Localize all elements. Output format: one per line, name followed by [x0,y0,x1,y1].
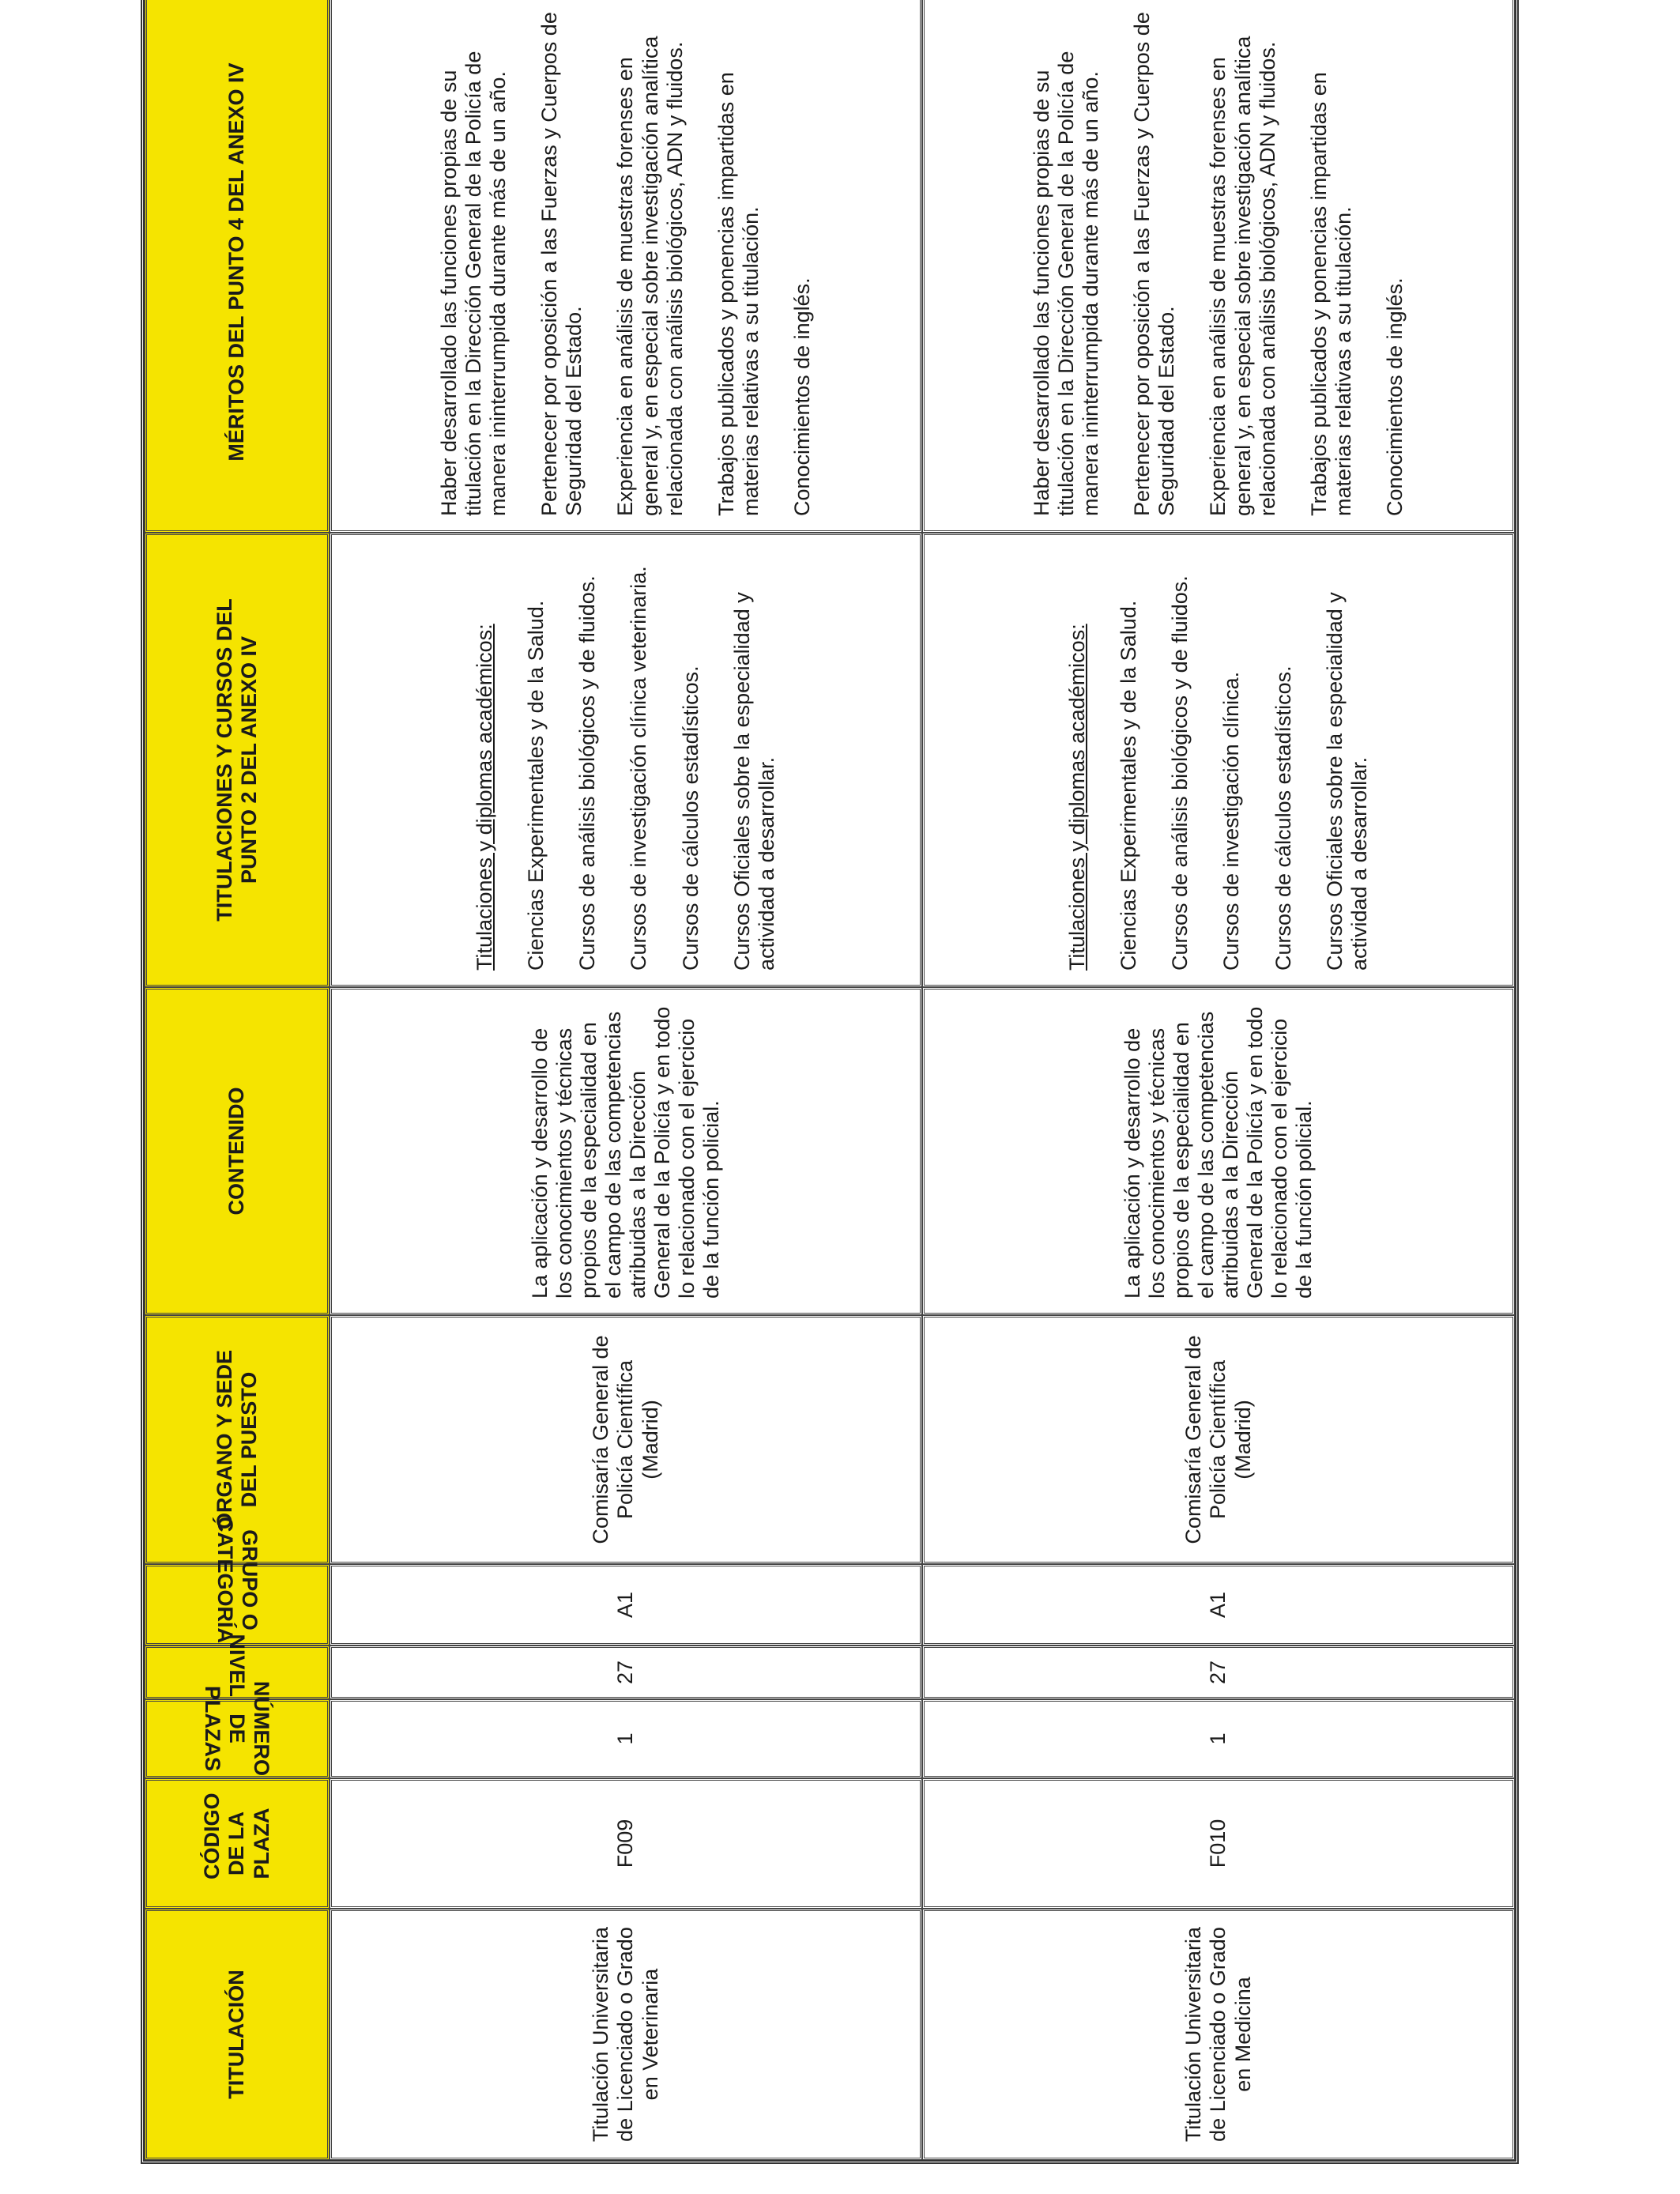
list-item: Conocimientos de inglés. [789,277,814,516]
cell-organo: Comisaría General de Policía Científica (Madrid) [330,1315,922,1564]
list-item: Haber desarrollado las funciones propias de su titulación en la Dirección General de la Policía de manera ininterrumpida durante más de un año. [437,51,510,516]
header-row [145,0,330,2160]
cell-codigo: F009 [330,1778,922,1909]
cell-contenido: La aplicación y desarrollo de los conocimientos y técnicas propios de la especialidad en el campo de las competencias atribuidas a la Dirección General de la Policía y en todo lo relacionado con el ejercicio de la función policial. [330,987,922,1315]
cell-titulaciones-cursos [922,533,1515,987]
cell-meritos [922,0,1515,533]
cell-titulacion: Titulación Universitaria de Licenciado o Grado en Medicina [922,1909,1515,2160]
list-item: Experiencia en análisis de muestras forenses en general y, en especial sobre investigación analítica relacionada con análisis biológicos, ADN y fluidos. [1206,36,1279,516]
list-item: Pertenecer por oposición a las Fuerzas y Cuerpos de Seguridad del Estado. [1130,12,1179,516]
list-item: Cursos de cálculos estadísticos. [1271,665,1295,971]
list-item: Trabajos publicados y ponencias impartidas en materias relativas a su titulación. [714,72,763,516]
header-titulaciones-cursos: TITULACIONES Y CURSOS DEL PUNTO 2 DEL ANEXO IV [145,533,330,987]
cell-nivel: 27 [330,1646,922,1699]
list-item: Ciencias Experimentales y de la Salud. [1117,600,1141,971]
table-row [330,0,922,2160]
titulaciones-heading: Titulaciones y diplomas académicos: [473,624,497,971]
list-item: Conocimientos de inglés. [1382,277,1407,516]
header-organo: ÓRGANO Y SEDE DEL PUESTO [145,1315,330,1564]
cell-meritos [330,0,922,533]
list-item: Cursos de análisis biológicos y de fluidos. [1168,575,1192,971]
inverted-label: NIVEL [225,1634,250,1697]
titulaciones-heading: Titulaciones y diplomas académicos: [1065,624,1090,971]
header-codigo: CÓDIGO DE LA PLAZA [145,1778,330,1909]
inverted-label: GRUPO O CATEGORÍA [213,1517,262,1643]
header-nivel [145,1634,330,1699]
list-item: Cursos Oficiales sobre la especialidad y actividad a desarrollar. [729,592,778,971]
list-item: Cursos de investigación clínica veterinaria. [627,566,651,971]
cell-numero-plazas: 1 [922,1699,1515,1778]
cell-grupo: A1 [330,1564,922,1646]
list-item: Ciencias Experimentales y de la Salud. [524,600,548,971]
list-item: Haber desarrollado las funciones propias de su titulación en la Dirección General de la Policía de manera ininterrumpida durante más de un año. [1030,51,1103,516]
cell-grupo: A1 [922,1564,1515,1646]
cell-organo: Comisaría General de Policía Científica (Madrid) [922,1315,1515,1564]
list-item: Pertenecer por oposición a las Fuerzas y Cuerpos de Seguridad del Estado. [537,12,586,516]
list-item: Trabajos publicados y ponencias impartidas en materias relativas a su titulación. [1306,72,1355,516]
table-row [922,0,1515,2160]
list-item: Experiencia en análisis de muestras forenses en general y, en especial sobre investigación analítica relacionada con análisis biológicos, ADN y fluidos. [613,36,687,516]
header-titulacion: TITULACIÓN [145,1909,330,2160]
cell-nivel: 27 [922,1646,1515,1699]
cell-titulacion: Titulación Universitaria de Licenciado o Grado en Veterinaria [330,1909,922,2160]
cell-numero-plazas: 1 [330,1699,922,1778]
header-contenido: CONTENIDO [145,987,330,1315]
plazas-table [141,0,1519,2164]
list-item: Cursos de investigación clínica. [1219,671,1244,971]
list-item: Cursos Oficiales sobre la especialidad y actividad a desarrollar. [1322,592,1371,971]
list-item: Cursos de análisis biológicos y de fluidos. [575,575,600,971]
header-numero-plazas [145,1681,330,1778]
inverted-label: NÚMERO DE PLAZAS [201,1681,274,1776]
header-meritos: MÉRITOS DEL PUNTO 4 DEL ANEXO IV [145,0,330,533]
list-item: Cursos de cálculos estadísticos. [678,665,703,971]
header-grupo [145,1517,330,1646]
cell-contenido: La aplicación y desarrollo de los conocimientos y técnicas propios de la especialidad en el campo de las competencias atribuidas a la Dirección General de la Policía y en todo lo relacionado con el ejercicio de la función policial. [922,987,1515,1315]
cell-titulaciones-cursos [330,533,922,987]
cell-codigo: F010 [922,1778,1515,1909]
